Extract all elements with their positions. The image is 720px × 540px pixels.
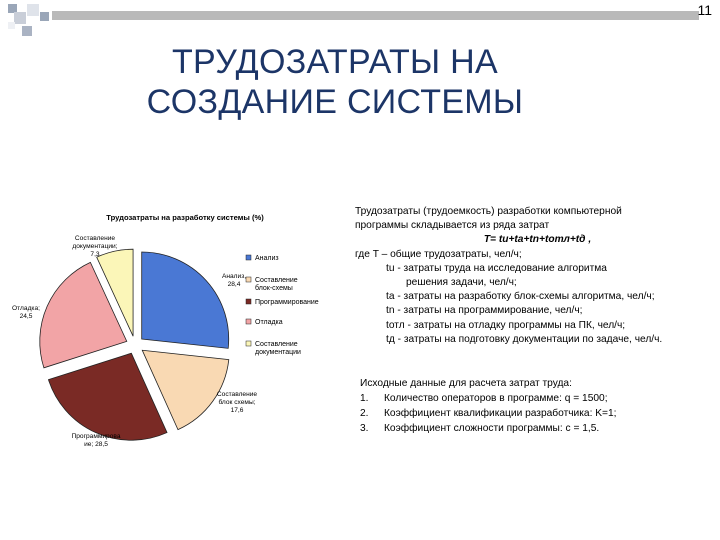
legend-label: Составление документации <box>255 341 301 356</box>
decor-square <box>27 4 39 16</box>
slice-label: Анализ, 28,4 <box>221 273 247 288</box>
slide-number: 11 <box>697 2 712 18</box>
desc-line: программы складывается из ряда затрат <box>355 220 550 232</box>
slice-label: Отладка; 24,5 <box>12 305 40 320</box>
slice-label: Составление блок схемы; 17,6 <box>216 391 258 414</box>
pie-chart <box>0 200 350 470</box>
legend-swatch <box>246 319 251 324</box>
desc-tu: tu - затраты труда на исследование алгоритма <box>386 262 607 274</box>
item-number: 1. <box>360 393 369 404</box>
desc-tn: tn - затраты на программирование, чел/ч; <box>386 305 583 317</box>
source-item <box>360 421 710 436</box>
slice-label: Составление документации; 7,3 <box>72 235 118 258</box>
pie-slice <box>142 252 229 348</box>
desc-tu-cont: решения задачи, чел/ч; <box>406 277 517 289</box>
desc-totl: tотл - затраты на отладку программы на ПК, чел/ч; <box>386 319 626 331</box>
item-text: Количество операторов в программе: q = 1500; <box>384 393 608 404</box>
source-heading: Исходные данные для расчета затрат труда: <box>360 378 572 389</box>
source-item <box>360 406 710 421</box>
legend-swatch <box>246 277 251 282</box>
title-line-2: СОЗДАНИЕ СИСТЕМЫ <box>146 83 524 121</box>
source-data-block <box>360 376 710 436</box>
desc-where: где T – общие трудозатраты, чел/ч; <box>355 248 522 260</box>
desc-ta: ta - затраты на разработку блок-схемы алгоритма, чел/ч; <box>386 291 655 303</box>
decor-square <box>22 26 32 36</box>
legend-swatch <box>246 341 251 346</box>
source-item <box>360 391 710 406</box>
item-text: Коэффициент сложности программы: c = 1,5. <box>384 423 600 434</box>
desc-td: tд - затраты на подготовку документации по задаче, чел/ч. <box>386 333 663 345</box>
item-number: 3. <box>360 423 369 434</box>
legend-swatch <box>246 255 251 260</box>
slice-label: Программирова ие; 28,5 <box>71 433 121 448</box>
slide-title <box>95 42 575 122</box>
legend-label: Составление блок-схемы <box>255 277 298 292</box>
chart-title: Трудозатраты на разработку системы (%) <box>106 213 264 222</box>
item-number: 2. <box>360 408 369 419</box>
decor-square <box>14 12 26 24</box>
desc-line: Трудозатраты (трудоемкость) разработки компьютерной <box>355 206 622 217</box>
item-text: Коэффициент квалификации разработчика: K=1; <box>384 408 617 419</box>
title-line-1: ТРУДОЗАТРАТЫ НА <box>171 43 499 81</box>
top-bar <box>52 11 699 20</box>
formula: T= tu+ta+tn+tотл+tд , <box>483 234 592 246</box>
decor-square <box>40 12 49 21</box>
decor-square <box>8 22 15 29</box>
description-block <box>355 205 720 347</box>
legend-label: Отладка <box>255 319 283 326</box>
legend-label: Программирование <box>255 299 319 306</box>
legend-swatch <box>246 299 251 304</box>
legend-label: Анализ <box>255 255 279 262</box>
